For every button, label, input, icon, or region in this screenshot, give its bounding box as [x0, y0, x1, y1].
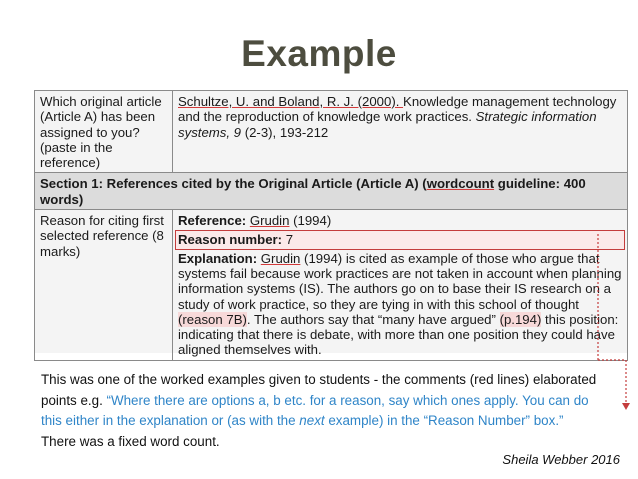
caption-intro: This was one of the worked examples given to students - the comments (red lines) elaborated points e.g. [41, 372, 597, 408]
caption-outro: There was a fixed word count. [41, 433, 220, 449]
reason-details-cell [173, 210, 628, 361]
section-header-cell [35, 173, 628, 210]
reference-authors: Schultze, U. and Boland, R. J. (2000). [178, 94, 404, 109]
explanation-text [178, 251, 623, 358]
reference-table [34, 90, 628, 361]
reference-pages: (2-3), 193-212 [241, 124, 329, 140]
slide-caption [41, 370, 601, 452]
comment-arrow-icon [622, 403, 630, 410]
table-row [35, 91, 628, 173]
caption-quote-next: next [299, 413, 325, 428]
article-label-cell: Which original article (Article A) has been assigned to you? (paste in the reference) [35, 91, 173, 173]
explanation-body-1: (1994) is cited as example of those who argue that systems fail because work practices are not taken in account when planning information systems (IS). The authors go on to base their IS research on a study of work practice, so they are tying in with this school of thought [178, 250, 622, 312]
reference-year: (1994) [289, 213, 332, 229]
caption-quote-1: “Where there are options a, b etc. for a reason, say which ones apply. You can do this either in the explanation or (as with the [41, 392, 589, 428]
reason-number-label: Reason number: [178, 232, 286, 248]
explanation-body-3: this position: indicating that there is debate, with more than one position they could have aligned themselves with. [178, 311, 619, 358]
reference-title: Knowledge management technology and the reproduction of knowledge work practices. [178, 94, 617, 125]
section-heading: Section 1: References cited by the Original Article (Article A) ( [40, 176, 427, 192]
reference-label: Reference: [178, 213, 250, 229]
page-highlight: (p.194) [499, 311, 542, 327]
wordcount-term: wordcount [426, 176, 495, 192]
reference-journal: Strategic information systems, 9 [178, 109, 597, 140]
explanation-body-2: . The authors say that “many have argued” [246, 311, 500, 327]
author-credit: Sheila Webber 2016 [502, 452, 620, 467]
reference-line [178, 213, 623, 228]
reason-number-box [175, 230, 625, 249]
reason-highlight: (reason 7B) [178, 311, 247, 327]
reason-label-cell: Reason for citing first selected reference (8 marks) [35, 210, 173, 361]
explanation-label: Explanation: [178, 250, 261, 266]
section-header-row [35, 173, 628, 210]
explanation-author: Grudin [260, 250, 301, 266]
reason-number-value: 7 [285, 232, 294, 248]
section-heading-rest: guideline: 400 words) [40, 176, 586, 207]
table-row [35, 210, 628, 361]
slide-title: Example [241, 33, 397, 74]
article-reference-cell [173, 91, 628, 173]
caption-quote-2: example) in the “Reason Number” box.” [324, 413, 564, 428]
reference-author: Grudin [249, 213, 290, 229]
